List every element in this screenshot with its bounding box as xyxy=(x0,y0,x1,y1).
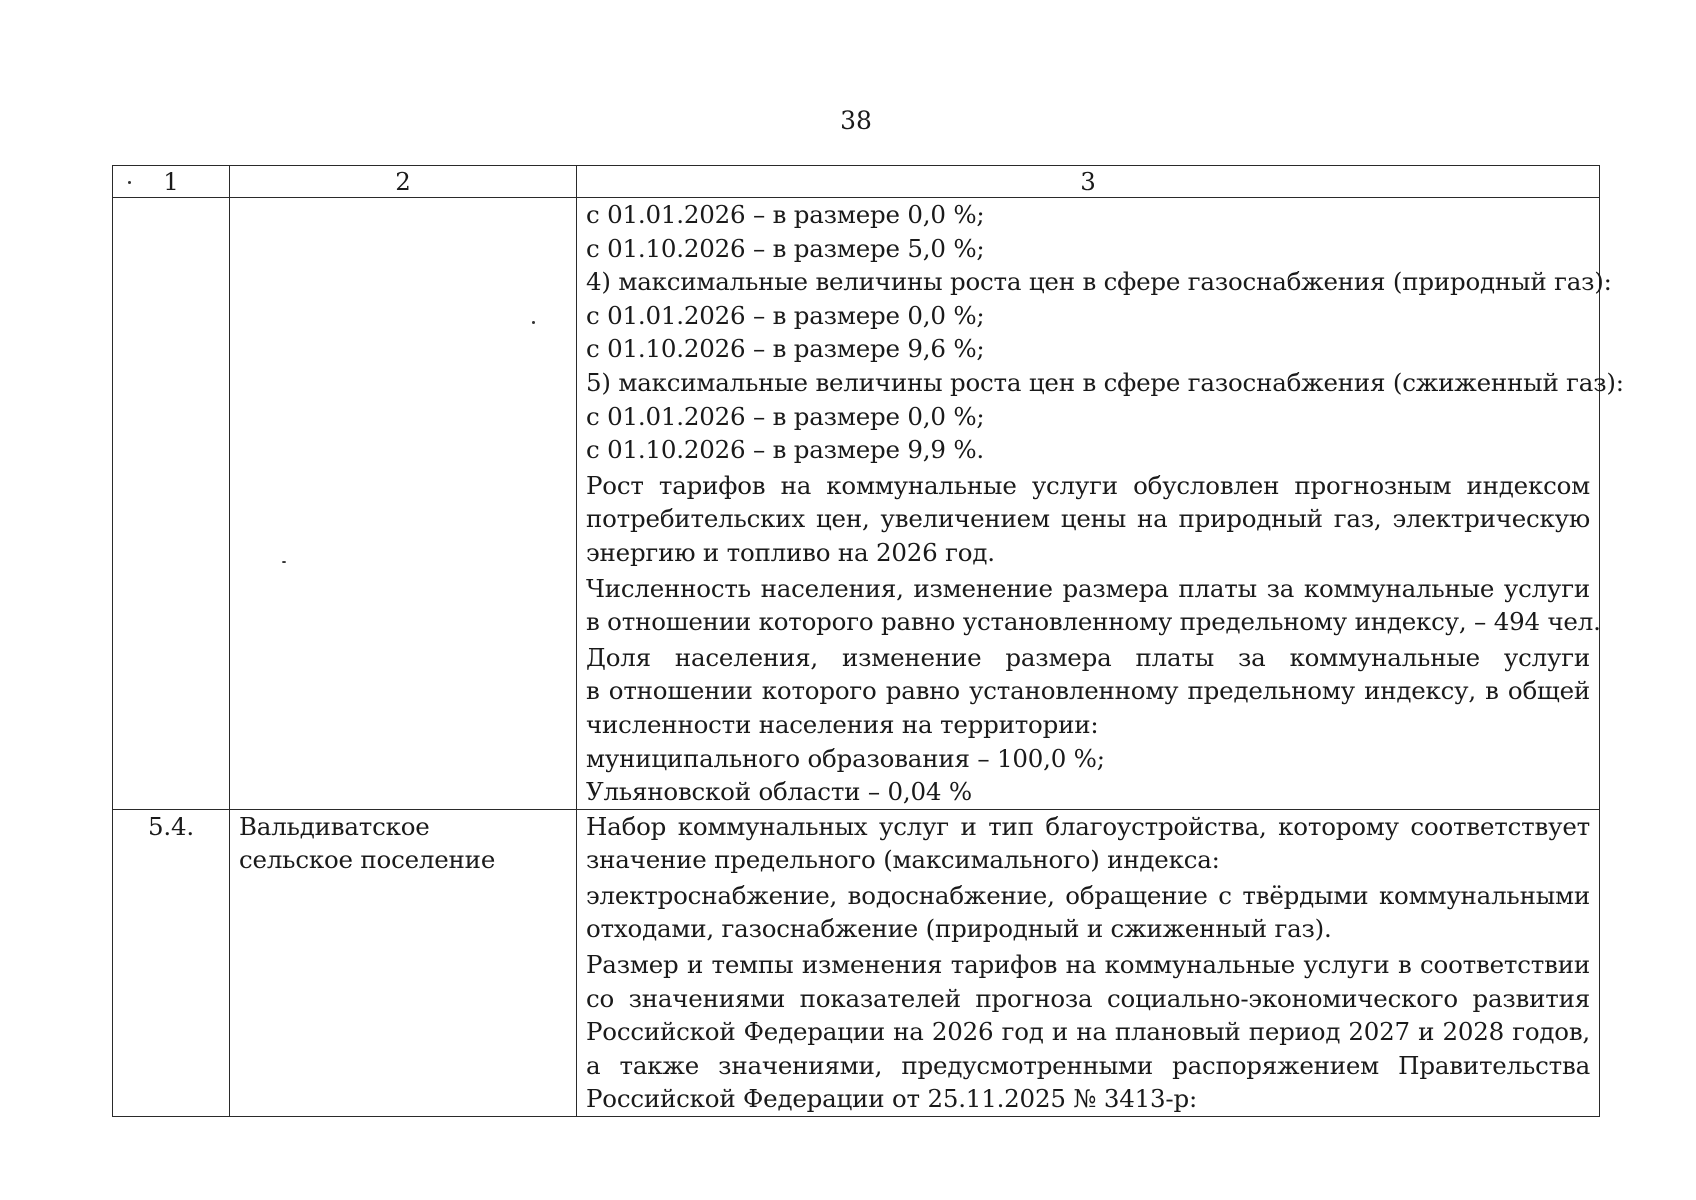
table-header-row xyxy=(113,166,1600,198)
paragraph-tariff-size xyxy=(586,948,1590,1116)
text-line: Российской Федерации на 2026 год и на плановый период 2027 и 2028 годов, xyxy=(586,1017,1590,1047)
text-line: а также значениями, предусмотренными распоряжением Правительства xyxy=(586,1050,1590,1080)
text-line: Доля населения, изменение размера платы за коммунальные услуги xyxy=(586,642,1590,672)
gas-liquefied-heading: 5) максимальные величины роста цен в сфере газоснабжения (сжиженный газ): xyxy=(586,367,1624,397)
text-line: энергию и топливо на 2026 год. xyxy=(586,537,995,567)
page-number: 38 xyxy=(840,106,872,135)
text-line: Набор коммунальных услуг и тип благоустройства, которому соответствует xyxy=(586,811,1590,841)
rate-line: с 01.01.2026 – в размере 0,0 %; xyxy=(586,401,985,431)
text-line: Численность населения, изменение размера платы за коммунальные услуги xyxy=(586,573,1590,603)
table-row-5-4 xyxy=(113,809,1600,1116)
share-line: Ульяновской области – 0,04 % xyxy=(586,777,972,807)
header-cell-1: 1 xyxy=(113,166,230,198)
row-continued-text-cell xyxy=(577,198,1624,810)
text-line: со значениями показателей прогноза социально-экономического развития xyxy=(586,983,1590,1013)
row-5-4-text-cell xyxy=(577,809,1600,1116)
text-line: Размер и темпы изменения тарифов на коммунальные услуги в соответствии xyxy=(586,950,1590,980)
scan-speck xyxy=(128,181,131,184)
paragraph-service-set xyxy=(586,810,1590,877)
share-line: муниципального образования – 100,0 %; xyxy=(586,743,1105,773)
text-line: Российской Федерации от 25.11.2025 № 3413-р: xyxy=(586,1084,1198,1114)
text-line: отходами, газоснабжение (природный и сжиженный газ). xyxy=(586,914,1332,944)
row-number xyxy=(113,809,230,1116)
paragraph-tariff-growth xyxy=(586,469,1590,570)
text-line: в отношении которого равно установленному предельному индексу, – 494 чел. xyxy=(586,607,1601,637)
table-row-continued xyxy=(113,198,1600,810)
paragraph-services-list xyxy=(586,879,1590,946)
row-number-text: 5.4. xyxy=(148,811,194,841)
settlement-name-line: Вальдиватское xyxy=(239,811,430,841)
text-line: электроснабжение, водоснабжение, обращение с твёрдыми коммунальными xyxy=(586,880,1590,910)
header-cell-2: 2 xyxy=(230,166,577,198)
scan-speck xyxy=(532,321,535,324)
paragraph-population-count xyxy=(586,572,1601,639)
settlement-name-line: сельское поселение xyxy=(239,845,496,875)
text-line: численности населения на территории: xyxy=(586,709,1099,739)
paragraph-population-share xyxy=(586,641,1590,809)
rate-line: с 01.10.2026 – в размере 9,6 %; xyxy=(586,334,985,364)
text-line: значение предельного (максимального) индекса: xyxy=(586,845,1220,875)
tariff-table xyxy=(112,165,1624,1117)
rate-line: с 01.01.2026 – в размере 0,0 %; xyxy=(586,300,985,330)
rate-line: с 01.01.2026 – в размере 0,0 %; xyxy=(586,200,985,229)
settlement-name-cell xyxy=(230,809,577,1116)
header-cell-3: 3 xyxy=(577,166,1600,198)
text-line: в отношении которого равно установленному предельному индексу, в общей xyxy=(586,676,1590,706)
text-line: потребительских цен, увеличением цены на природный газ, электрическую xyxy=(586,504,1590,534)
row-continued-number-cell xyxy=(113,198,230,810)
scan-speck xyxy=(282,561,286,563)
row-continued-name-cell xyxy=(230,198,577,810)
gas-natural-heading: 4) максимальные величины роста цен в сфере газоснабжения (природный газ): xyxy=(586,267,1612,297)
rate-line: с 01.10.2026 – в размере 9,9 %. xyxy=(586,435,984,465)
rate-line: с 01.10.2026 – в размере 5,0 %; xyxy=(586,233,985,263)
text-line: Рост тарифов на коммунальные услуги обусловлен прогнозным индексом xyxy=(586,470,1590,500)
